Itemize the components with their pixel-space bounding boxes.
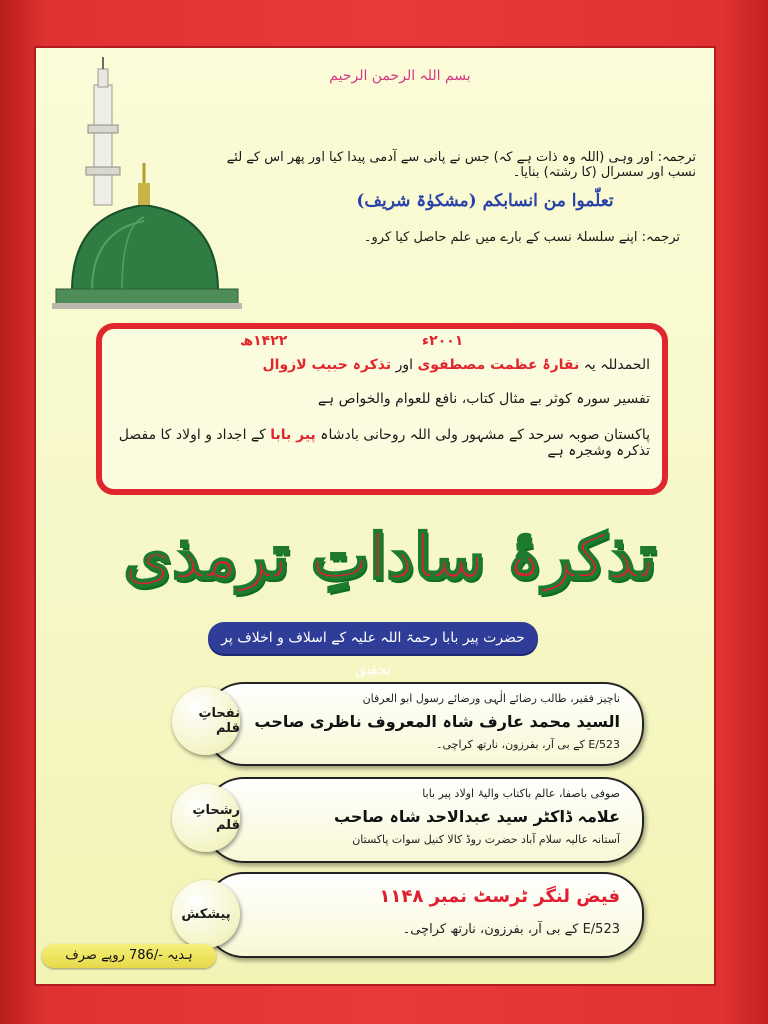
book-subtitle: حضرت پیر بابا رحمۃ اللہ علیہ کے اسلاف و اخلاف پر تحقیق bbox=[208, 622, 538, 654]
contributor-descriptor: صوفی باصفا، عالم باکتاب والیۂ اولاد پیر بابا bbox=[422, 787, 620, 800]
ayah-translation: ترجمہ: اور وہی (اللہ وہ ذات ہے کہ) جس نے پانی سے آدمی پیدا کیا اور پھر اس کے لئے نسب اور سسرال (کا رشتہ) بنایا۔ bbox=[226, 150, 696, 180]
badge-peshkash: پیشکش bbox=[172, 880, 240, 948]
year-hijri: ۱۴۲۲ھ bbox=[240, 333, 288, 349]
intro-line-3: پاکستان صوبہ سرحد کے مشہور ولی اللہ روحانی بادشاہ پیر بابا کے اجداد و اولاد کا مفصل تذکرہ وشجرہ ہے bbox=[118, 427, 650, 459]
book-title: تذکرۂ ساداتِ ترمذی bbox=[123, 520, 657, 593]
hadith-translation: ترجمہ: اپنے سلسلۂ نسب کے بارے میں علم حاصل کیا کرو۔ bbox=[363, 230, 680, 245]
credit-author bbox=[204, 682, 644, 766]
intro-line-1: الحمدللہ یہ نقارۂ عظمت مصطفوی اور تذکرہ حبیب لازوال bbox=[262, 357, 650, 373]
credit-contributor bbox=[204, 777, 644, 863]
price-tag: ہدیہ -/786 روپے صرف bbox=[42, 944, 216, 968]
intro-box bbox=[96, 323, 668, 495]
pir-baba-name: پیر بابا bbox=[270, 427, 316, 443]
author-name: السید محمد عارف شاہ المعروف ناظری صاحب bbox=[254, 712, 620, 731]
hadith-text: تعلّموا من انسابکم (مشکوٰۃ شریف) bbox=[356, 191, 614, 211]
contributor-name: علامہ ڈاکٹر سید عبدالاحد شاہ صاحب bbox=[333, 807, 620, 826]
basmala: بسم اللہ الرحمن الرحیم bbox=[329, 68, 471, 84]
author-descriptor: ناچیز فقیر، طالب رضائے الٰہی ورضائے رسول ابو العرفان bbox=[362, 692, 620, 705]
publisher-name: فیض لنگر ٹرسٹ نمبر ۱۱۴۸ bbox=[379, 886, 620, 907]
contributor-address: آستانہ عالیہ سلام آباد حضرت روڈ کالا کنیل سوات پاکستان bbox=[352, 833, 620, 846]
book-title-1: نقارۂ عظمت مصطفوی bbox=[417, 357, 580, 373]
badge-rashahat-qalam: رشحاتِ قلم bbox=[172, 784, 240, 852]
intro-line-2: تفسیر سورہ کوثر بے مثال کتاب، نافع للعوام والخواص ہے bbox=[317, 391, 650, 407]
book-title-2: تذکرہ حبیب لازوال bbox=[262, 357, 392, 373]
credit-publisher bbox=[204, 872, 644, 958]
author-address: 523/E کے بی آر، بفرزون، نارتھ کراچی۔ bbox=[436, 738, 620, 751]
badge-nafahat-qalam: نفحاتِ قلم bbox=[172, 687, 240, 755]
green-dome-minaret-illustration bbox=[52, 55, 242, 315]
publisher-address: 523/E کے بی آر، بفرزون، نارتھ کراچی۔ bbox=[402, 922, 620, 937]
year-gregorian: ۲۰۰۱ء bbox=[422, 333, 464, 349]
